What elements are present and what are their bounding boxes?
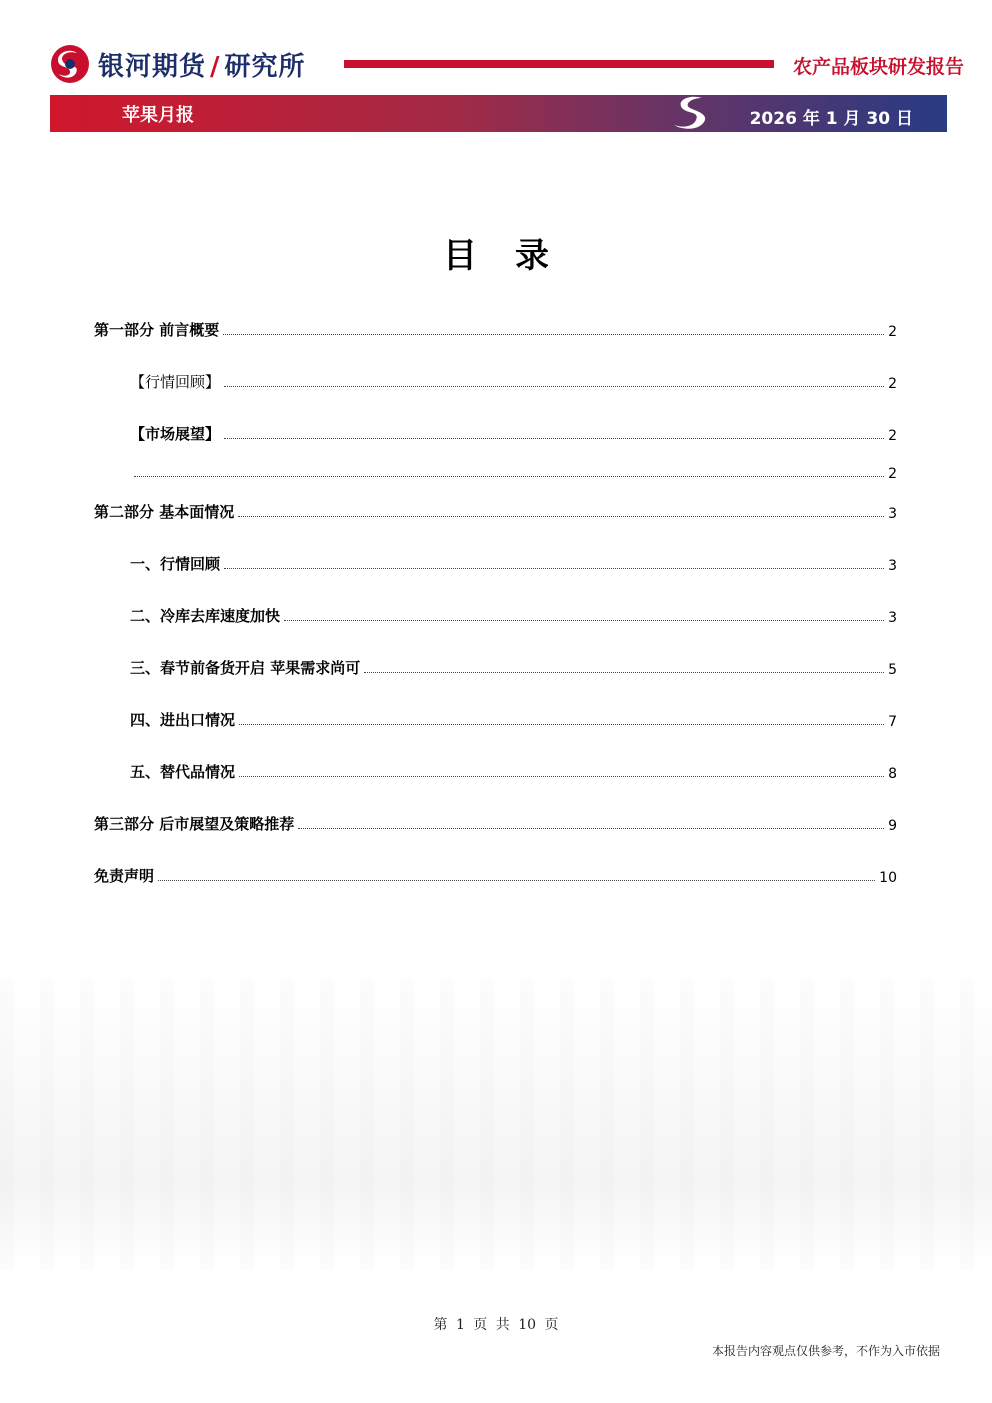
toc-entry-label: 第一部分 前言概要 [94, 321, 220, 339]
toc-entry-label: 三、春节前备货开启 苹果需求尚可 [130, 659, 361, 677]
footer-disclaimer: 本报告内容观点仅供参考，不作为入市依据 [711, 1344, 940, 1358]
toc-entry-part3[interactable] [94, 812, 897, 834]
toc-leader-dots [224, 567, 884, 569]
toc-entry-page: 10 [879, 870, 897, 886]
toc-entry-section1[interactable] [130, 552, 897, 574]
page-indicator: 第 1 页 共 10 页 [433, 1317, 559, 1333]
toc-entry-label: 免责声明 [94, 867, 155, 885]
toc-entry-page: 3 [888, 558, 897, 574]
toc-entry-page: 3 [888, 506, 897, 522]
brand-name [98, 46, 306, 83]
toc-entry-page: 9 [888, 818, 897, 834]
toc-entry-page: 8 [888, 766, 897, 782]
title-banner [50, 95, 947, 132]
toc-entry-label: 二、冷库去库速度加快 [130, 607, 281, 625]
toc-leader-dots [134, 475, 884, 477]
toc-entry-label: 五、替代品情况 [130, 763, 236, 781]
toc-entry-market-review[interactable] [130, 370, 897, 392]
toc-entry-label: 第三部分 后市展望及策略推荐 [94, 815, 295, 833]
toc-title: 目录 [443, 236, 587, 276]
report-type: 农产品板块研发报告 [792, 56, 964, 78]
toc-leader-dots [158, 879, 875, 881]
toc-leader-dots [364, 671, 884, 673]
toc-entry-disclaimer[interactable] [94, 864, 897, 886]
toc-leader-dots [298, 827, 884, 829]
toc-entry-page: 5 [888, 662, 897, 678]
background-watermark [0, 980, 992, 1270]
toc-leader-dots [224, 437, 884, 439]
report-date: 2026 年 1 月 30 日 [749, 109, 913, 129]
toc-entry-section2[interactable] [130, 604, 897, 626]
toc-entry-section5[interactable] [130, 760, 897, 782]
toc-leader-dots [238, 515, 884, 517]
toc-entry-market-outlook[interactable] [130, 422, 897, 444]
toc-entry-page: 2 [888, 466, 897, 482]
toc-entry-page: 7 [888, 714, 897, 730]
toc-entry-part2[interactable] [94, 500, 897, 522]
toc-leader-dots [284, 619, 884, 621]
toc-entry-label: 【市场展望】 [130, 425, 221, 443]
report-title: 苹果月报 [122, 105, 194, 126]
toc-entry-label: 第二部分 基本面情况 [94, 503, 235, 521]
brand-sub-text: 研究所 [224, 52, 306, 82]
toc-entry-section4[interactable] [130, 708, 897, 730]
header-rule [344, 60, 774, 68]
toc-entry-label: 四、进出口情况 [130, 711, 236, 729]
logo-icon [50, 44, 90, 84]
toc-leader-dots [223, 333, 884, 335]
brand-separator: / [210, 52, 221, 82]
toc-entry-part1[interactable] [94, 318, 897, 340]
toc-entry-page: 2 [888, 428, 897, 444]
banner-swoosh-icon [668, 95, 712, 132]
toc-entry-label: 一、行情回顾 [130, 555, 221, 573]
toc-entry-blank[interactable] [130, 460, 897, 482]
toc-leader-dots [239, 723, 884, 725]
toc-leader-dots [224, 385, 884, 387]
toc-entry-label: 【行情回顾】 [130, 373, 221, 391]
toc-entry-page: 3 [888, 610, 897, 626]
brand-name-text: 银河期货 [98, 52, 207, 82]
toc-entry-section3[interactable] [130, 656, 897, 678]
toc-leader-dots [239, 775, 884, 777]
toc-entry-page: 2 [888, 376, 897, 392]
toc-entry-page: 2 [888, 324, 897, 340]
